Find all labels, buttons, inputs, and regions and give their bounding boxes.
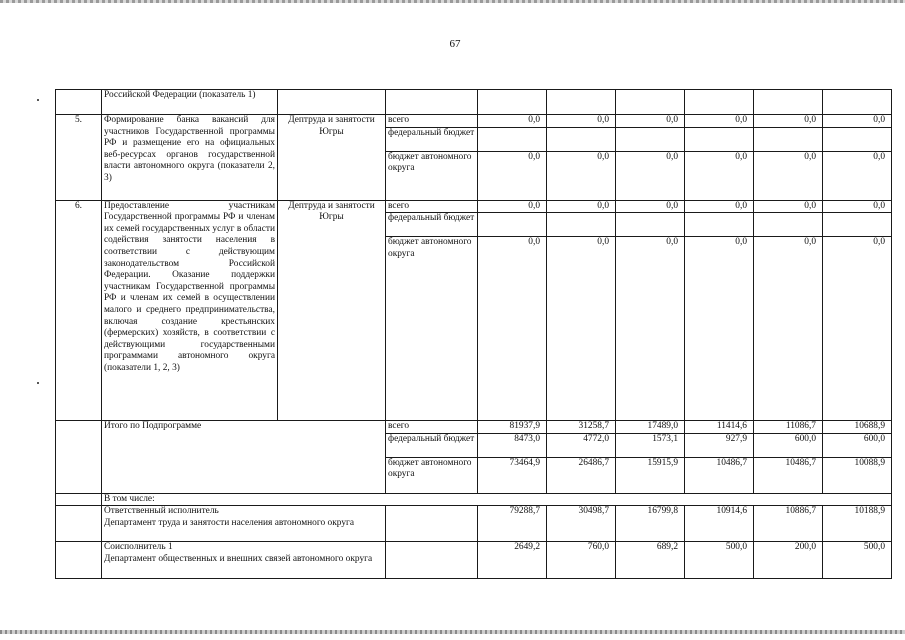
total-row — [56, 421, 892, 434]
executor: Дептруда и занятости Югры — [278, 115, 386, 201]
value-cell — [478, 213, 547, 237]
value-cell: 10914,6 — [685, 506, 754, 542]
scan-dot — [37, 382, 39, 384]
value-cell: 760,0 — [547, 542, 616, 579]
value-cell: 0,0 — [823, 115, 892, 128]
value-cell: 0,0 — [478, 151, 547, 200]
event-text: Формирование банка вакансий для участников Государственной программы РФ и размещение его на официальных веб-ресурсах органов государственной власти автономного округа (показатели 2, 3) — [102, 115, 278, 201]
value-cell — [754, 127, 823, 151]
value-cell: 10486,7 — [685, 457, 754, 493]
value-cell: 26486,7 — [547, 457, 616, 493]
value-cell: 73464,9 — [478, 457, 547, 493]
value-cell: 8473,0 — [478, 433, 547, 457]
value-cell: 0,0 — [823, 151, 892, 200]
value-cell: 0,0 — [754, 115, 823, 128]
scan-dot — [37, 99, 39, 101]
value-cell — [754, 213, 823, 237]
responsible-cell — [102, 506, 386, 542]
including-row — [56, 493, 892, 506]
funding-source: бюджет автономного округа — [386, 151, 478, 200]
value-cell: 1573,1 — [616, 433, 685, 457]
responsible-name: Департамент труда и занятости населения автономного округа — [104, 517, 355, 528]
value-cell: 30498,7 — [547, 506, 616, 542]
value-cell: 10486,7 — [754, 457, 823, 493]
value-cell: 600,0 — [754, 433, 823, 457]
table-row — [56, 200, 892, 213]
value-cell: 0,0 — [754, 151, 823, 200]
coexecutor-name: Департамент общественных и внешних связей автономного округа — [104, 553, 373, 564]
value-cell — [685, 127, 754, 151]
row-number: 6. — [56, 200, 102, 421]
funding-source: федеральный бюджет — [386, 433, 478, 457]
total-label: Итого по Подпрограмме — [102, 421, 386, 494]
value-cell: 10188,9 — [823, 506, 892, 542]
value-cell: 500,0 — [685, 542, 754, 579]
value-cell — [823, 213, 892, 237]
including-label: В том числе: — [102, 493, 892, 506]
scan-edge-top — [0, 0, 905, 3]
value-cell: 4772,0 — [547, 433, 616, 457]
value-cell: 0,0 — [478, 200, 547, 213]
value-cell — [616, 213, 685, 237]
responsible-row — [56, 506, 892, 542]
value-cell: 0,0 — [547, 151, 616, 200]
value-cell: 10088,9 — [823, 457, 892, 493]
value-cell: 17489,0 — [616, 421, 685, 434]
value-cell: 16799,8 — [616, 506, 685, 542]
responsible-title: Ответственный исполнитель — [104, 506, 219, 517]
value-cell: 10886,7 — [754, 506, 823, 542]
value-cell — [616, 127, 685, 151]
value-cell: 10688,9 — [823, 421, 892, 434]
value-cell: 600,0 — [823, 433, 892, 457]
funding-source: всего — [386, 115, 478, 128]
value-cell: 0,0 — [616, 115, 685, 128]
event-text: Предоставление участникам Государственной программы РФ и членам их семей государственных услуг в области содействия занятости населения в соответствии с действующим законодательством Российской Федерации. Оказание поддержки участникам Государственной программы РФ и членам их семей в осуществлении малого и среднего предпринимательства, включая создание крестьянских (фермерских) хозяйств, в соответствии с действующими государственными программами автономного округа (показатели 1, 2, 3) — [102, 200, 278, 421]
value-cell: 79288,7 — [478, 506, 547, 542]
value-cell: 0,0 — [685, 237, 754, 421]
coexecutor-title: Соисполнитель 1 — [104, 542, 173, 553]
value-cell: 0,0 — [823, 237, 892, 421]
value-cell: 0,0 — [547, 200, 616, 213]
funding-source: федеральный бюджет — [386, 213, 478, 237]
continued-row — [56, 90, 892, 115]
funding-source: всего — [386, 421, 478, 434]
value-cell: 200,0 — [754, 542, 823, 579]
value-cell: 0,0 — [547, 115, 616, 128]
value-cell: 11414,6 — [685, 421, 754, 434]
value-cell: 927,9 — [685, 433, 754, 457]
table-row — [56, 115, 892, 128]
value-cell: 0,0 — [685, 151, 754, 200]
value-cell — [547, 127, 616, 151]
value-cell: 689,2 — [616, 542, 685, 579]
value-cell: 0,0 — [754, 237, 823, 421]
value-cell — [478, 127, 547, 151]
value-cell: 0,0 — [547, 237, 616, 421]
row-number: 5. — [56, 115, 102, 201]
value-cell: 0,0 — [616, 237, 685, 421]
value-cell: 0,0 — [685, 115, 754, 128]
funding-source: бюджет автономного округа — [386, 237, 478, 421]
value-cell: 2649,2 — [478, 542, 547, 579]
funding-table — [55, 89, 892, 579]
value-cell: 500,0 — [823, 542, 892, 579]
value-cell: 0,0 — [754, 200, 823, 213]
coexecutor-row — [56, 542, 892, 579]
event-text: Российской Федерации (показатель 1) — [102, 90, 278, 115]
value-cell: 0,0 — [616, 200, 685, 213]
page-number: 67 — [449, 38, 461, 50]
scan-edge-bottom — [0, 630, 905, 634]
value-cell: 11086,7 — [754, 421, 823, 434]
funding-source: федеральный бюджет — [386, 127, 478, 151]
value-cell: 0,0 — [478, 115, 547, 128]
value-cell: 0,0 — [685, 200, 754, 213]
value-cell: 0,0 — [478, 237, 547, 421]
value-cell: 15915,9 — [616, 457, 685, 493]
cell-no — [56, 90, 102, 115]
value-cell: 31258,7 — [547, 421, 616, 434]
value-cell: 0,0 — [616, 151, 685, 200]
value-cell: 0,0 — [823, 200, 892, 213]
executor: Дептруда и занятости Югры — [278, 200, 386, 421]
value-cell — [685, 213, 754, 237]
funding-source: всего — [386, 200, 478, 213]
funding-source: бюджет автономного округа — [386, 457, 478, 493]
value-cell: 81937,9 — [478, 421, 547, 434]
value-cell — [547, 213, 616, 237]
value-cell — [823, 127, 892, 151]
coexecutor-cell — [102, 542, 386, 579]
